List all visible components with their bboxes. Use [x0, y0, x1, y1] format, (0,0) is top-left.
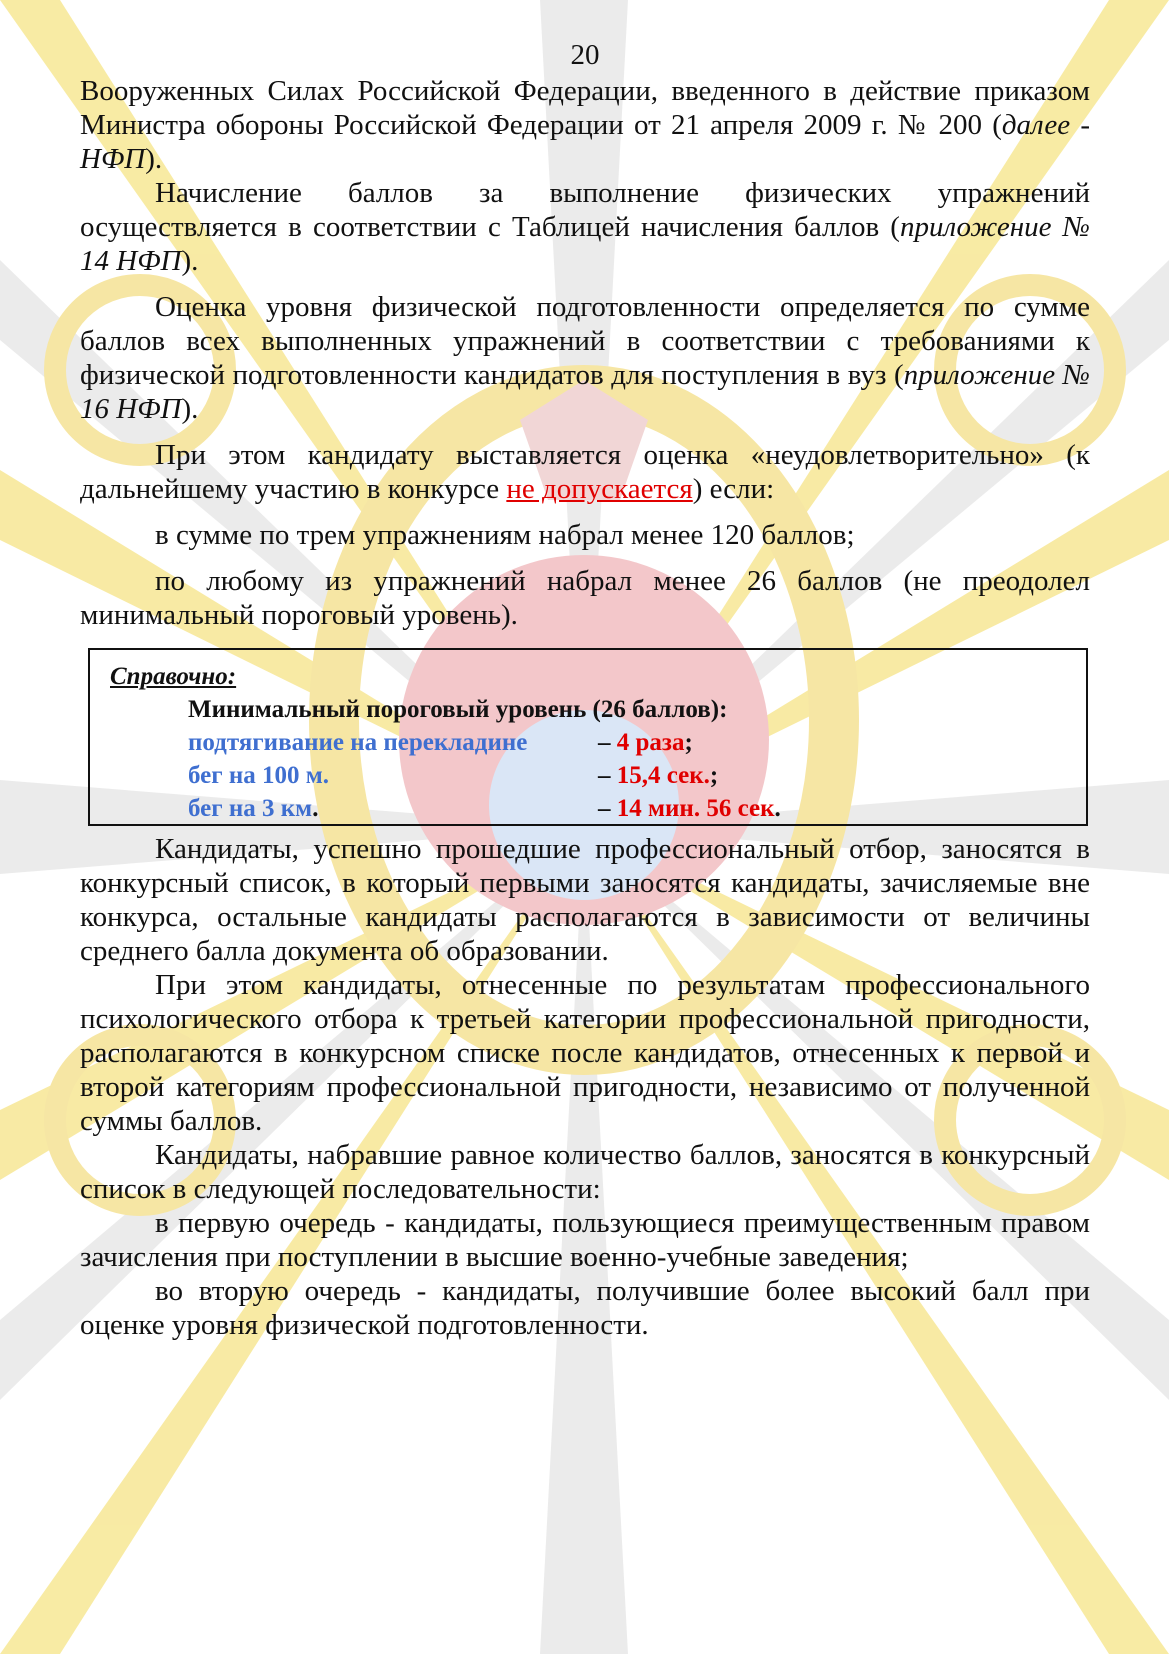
paragraph-equal-scores: Кандидаты, набравшие равное количество баллов, заносятся в конкурсный список в следующей последовательности:	[80, 1139, 1090, 1205]
condition-total-score: в сумме по трем упражнениям набрал менее 120 баллов;	[155, 519, 855, 551]
paragraph-first-priority: в первую очередь - кандидаты, пользующиеся преимущественным правом зачисления при поступлении в высшие военно-учебные заведения;	[80, 1207, 1090, 1273]
paragraph-second-priority: во вторую очередь - кандидаты, получившие более высокий балл при оценке уровня физической подготовленности.	[80, 1275, 1090, 1341]
reference-title: Справочно:	[110, 663, 237, 690]
reference-row-pullups: подтягивание на перекладине – 4 раза;	[188, 729, 693, 756]
reference-row-3km: бег на 3 км. – 14 мин. 56 сек.	[188, 795, 781, 822]
reference-box	[88, 648, 1088, 826]
paragraph-third-category: При этом кандидаты, отнесенные по результатам профессионального психологического отбора к третьей категории профессиональной пригодности, располагаются в конкурсном списке после кандидатов, отнесенных к первой и второй категориям профессиональной пригодности, независимо от полученной суммы баллов.	[80, 969, 1090, 1137]
reference-row-100m: бег на 100 м. – 15,4 сек.;	[188, 762, 719, 789]
paragraph-assessment: Оценка уровня физической подготовленности определяется по сумме баллов всех выполненных упражнений в соответствии с требованиями к физической подготовленности кандидатов для поступления в вуз (приложение № 16 НФП).	[80, 291, 1091, 425]
not-allowed-highlight: не допускается	[506, 473, 693, 505]
condition-min-threshold: по любому из упражнений набрал менее 26 баллов (не преодолел минимальный пороговый уровень).	[80, 565, 1090, 631]
document-page	[80, 38, 1090, 1342]
paragraph-competition-list: Кандидаты, успешно прошедшие профессиональный отбор, заносятся в конкурсный список, в который первыми заносятся кандидаты, зачисляемые вне конкурса, остальные кандидаты располагаются в зависимости от величины среднего балла документа об образовании.	[80, 833, 1090, 967]
paragraph-unsatisfactory: При этом кандидату выставляется оценка «неудовлетворительно» (к дальнейшему участию в конкурсе не допускается) если:	[80, 439, 1090, 505]
reference-heading: Минимальный пороговый уровень (26 баллов):	[188, 696, 728, 723]
paragraph-scoring: Начисление баллов за выполнение физических упражнений осуществляется в соответствии с Таблицей начисления баллов (приложение № 14 НФП).	[80, 177, 1090, 277]
paragraph-nfp-intro: Вооруженных Силах Российской Федерации, введенного в действие приказом Министра обороны Российской Федерации от 21 апреля 2009 г. № 200 (далее - НФП).	[80, 75, 1090, 175]
page-number: 20	[570, 39, 600, 71]
